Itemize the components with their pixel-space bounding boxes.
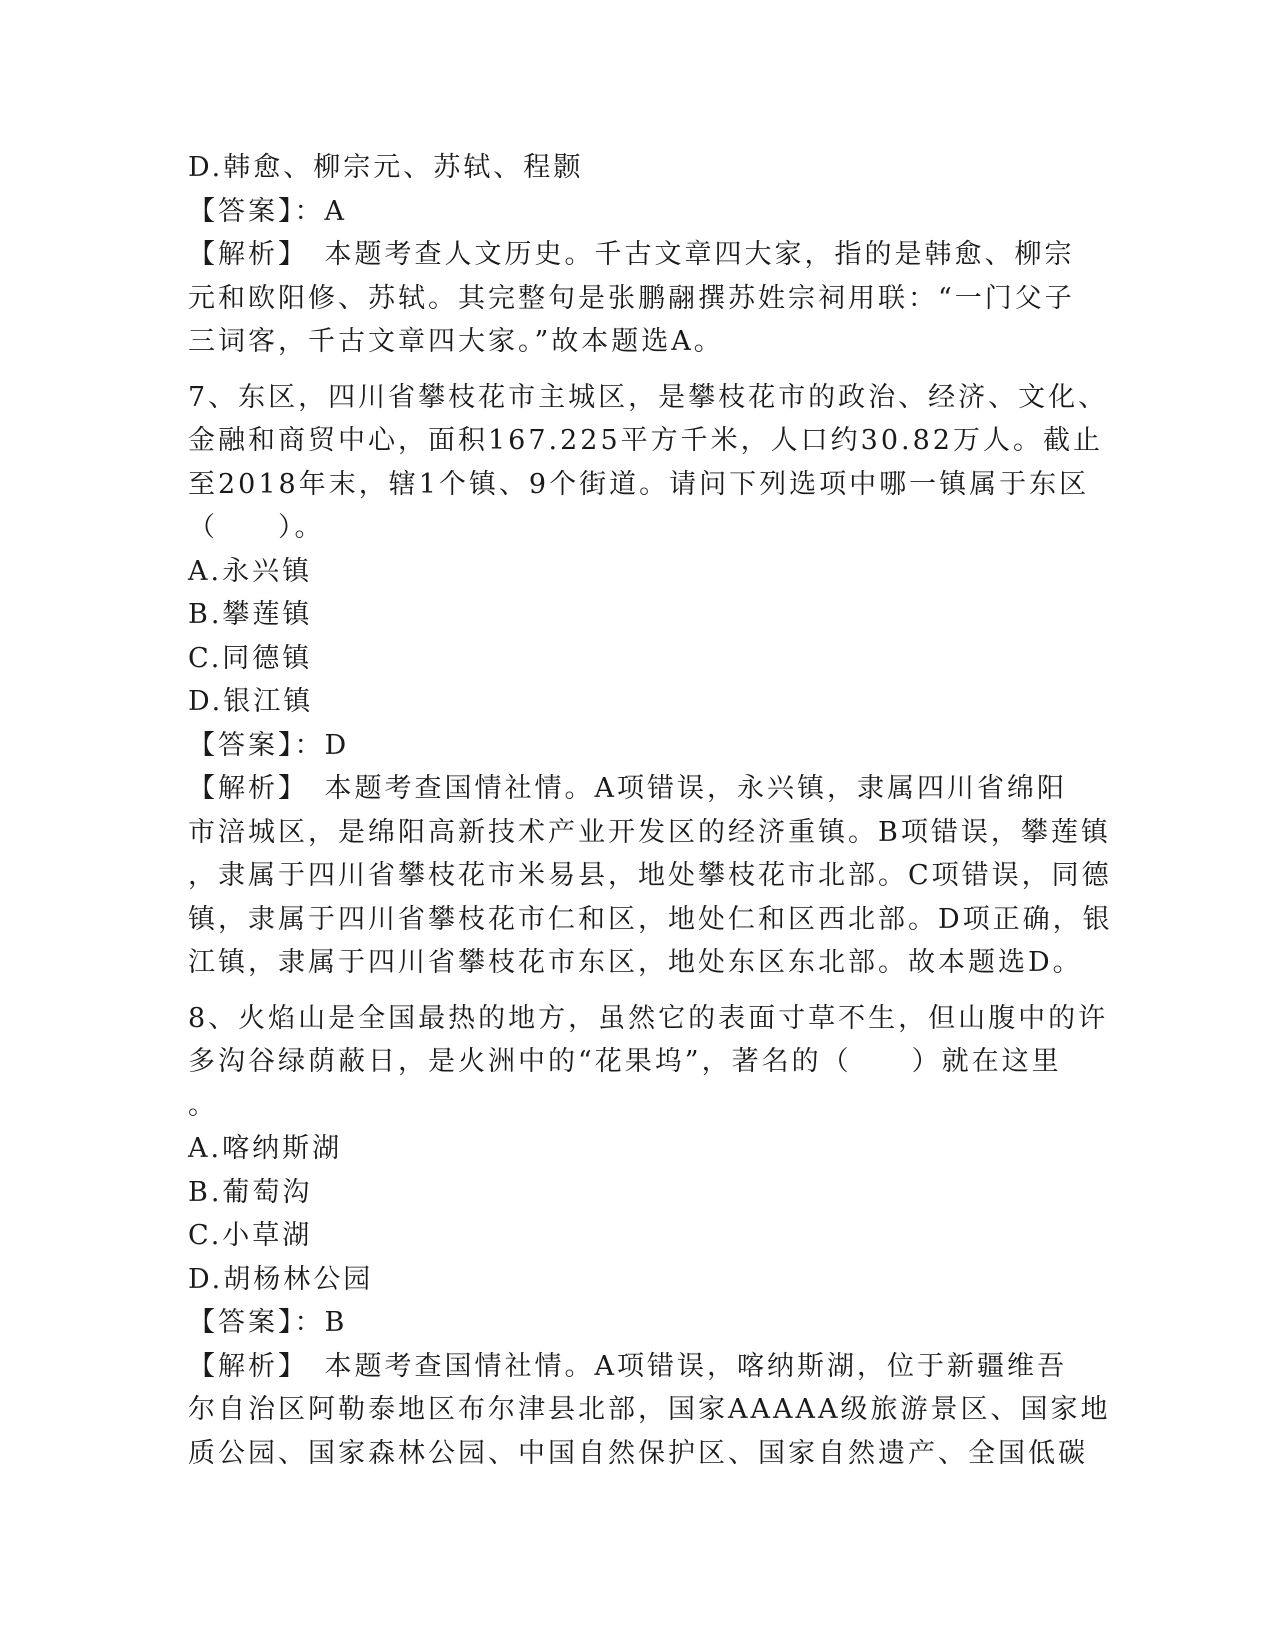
analysis-line: 江镇，隶属于四川省攀枝花市东区，地处东区东北部。故本题选D。 — [188, 947, 1083, 978]
answer-line: 【答案】：A — [188, 195, 347, 227]
analysis-line: 【解析】 本题考查人文历史。千古文章四大家，指的是韩愈、柳宗 — [188, 239, 1075, 270]
analysis-line: 镇，隶属于四川省攀枝花市仁和区，地处仁和区西北部。D项正确，银 — [188, 903, 1113, 935]
analysis-line: 元和欧阳修、苏轼。其完整句是张鹏翮撰苏姓宗祠用联：“一门父子 — [188, 282, 1075, 314]
answer-line: 【答案】：B — [188, 1307, 348, 1338]
answer-line: 【答案】：D — [188, 729, 350, 761]
option-b: B.攀莲镇 — [188, 599, 313, 630]
analysis-line: 三词客，千古文章四大家。”故本题选A。 — [188, 326, 724, 357]
option-a: A.喀纳斯湖 — [188, 1133, 343, 1164]
option-d: D.胡杨林公园 — [188, 1263, 374, 1295]
question-6 — [188, 146, 1088, 364]
question-8 — [188, 997, 1111, 1476]
option-d: D.银江镇 — [188, 686, 314, 717]
option-a: A.永兴镇 — [188, 555, 313, 587]
analysis-line: 尔自治区阿勒泰地区布尔津县北部，国家AAAAA级旅游景区、国家地 — [188, 1394, 1111, 1425]
analysis-line: 市涪城区，是绵阳高新技术产业开发区的经济重镇。B项错误，攀莲镇 — [188, 816, 1111, 848]
analysis-line: 质公园、国家森林公园、中国自然保护区、国家自然遗产、全国低碳 — [188, 1437, 1088, 1469]
document-page — [188, 146, 1113, 1475]
question-7 — [188, 376, 1113, 985]
question-stem-line: 7、东区，四川省攀枝花市主城区，是攀枝花市的政治、经济、文化、 — [188, 381, 1109, 413]
question-stem-line: 多沟谷绿荫蔽日，是火洲中的“花果坞”，著名的（ ）就在这里 — [188, 1046, 1062, 1077]
option-c: C.同德镇 — [188, 642, 313, 674]
analysis-line: 【解析】 本题考查国情社情。A项错误，喀纳斯湖，位于新疆维吾 — [188, 1350, 1067, 1382]
question-stem-line: （ ）。 — [188, 512, 325, 543]
analysis-line: ，隶属于四川省攀枝花市米易县，地处攀枝花市北部。C项错误，同德 — [188, 860, 1112, 891]
option-c: C.小草湖 — [188, 1220, 313, 1251]
question-stem-line: 。 — [188, 1089, 218, 1121]
option-b: B.葡萄沟 — [188, 1176, 313, 1208]
question-stem-line: 8、火焰山是全国最热的地方，虽然它的表面寸草不生，但山腹中的许 — [188, 1002, 1109, 1034]
question-stem-line: 金融和商贸中心，面积167.225平方千米，人口约30.82万人。截止 — [188, 425, 1103, 456]
analysis-line: 【解析】 本题考查国情社情。A项错误，永兴镇，隶属四川省绵阳 — [188, 773, 1067, 804]
question-stem-line: 至2018年末，辖1个镇、9个街道。请问下列选项中哪一镇属于东区 — [188, 468, 1090, 500]
option-d: D.韩愈、柳宗元、苏轼、程颢 — [188, 152, 584, 183]
